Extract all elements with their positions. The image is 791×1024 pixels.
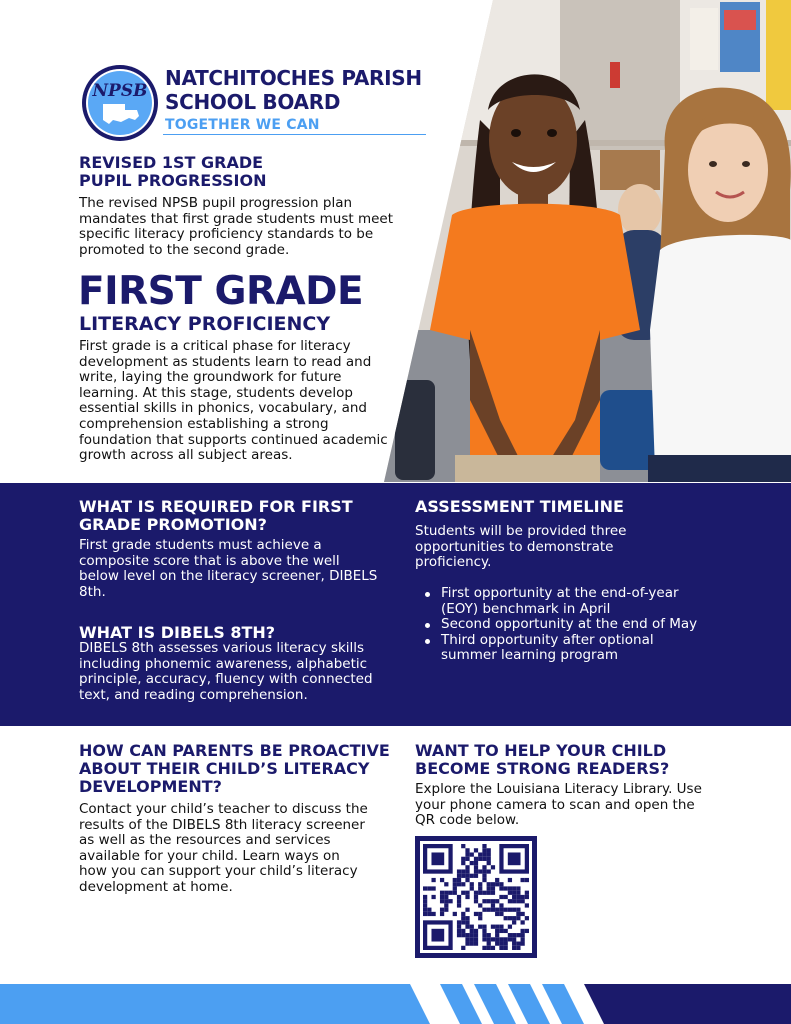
assessment-body: Students will be provided three opportunities to demonstrate proficiency. (415, 523, 627, 571)
first-grade-subtitle: LITERACY PROFICIENCY (79, 313, 331, 335)
parents-body: Contact your child’s teacher to discuss the results of the DIBELS 8th literacy screener as well as the resources and services available for your child. Learn ways on how you can support your child’s literacy development at home. (79, 801, 368, 895)
footer-stripes (0, 984, 791, 1024)
revised-title-line1: REVISED 1ST GRADE (79, 153, 264, 172)
org-name-line1: NATCHITOCHES PARISH (165, 66, 422, 90)
requirements-title: WHAT IS REQUIRED FOR FIRST GRADE PROMOTION? (79, 497, 353, 534)
assessment-item-2: Second opportunity at the end of May (441, 616, 698, 633)
requirements-body: First grade students must achieve a composite score that is above the well below level on the literacy screener, DIBELS 8th. (79, 537, 378, 600)
assessment-item-3: Third opportunity after optional summer learning program (441, 631, 654, 664)
tagline-rule (163, 134, 426, 135)
bullet-icon (425, 623, 430, 628)
first-grade-body: First grade is a critical phase for literacy development as students learn to read and write, laying the groundwork for future learning. At this stage, students develop essential skills in phonics, vocabulary, and comprehension establishing a strong foundation that supports continued academic growth across all subject areas. (79, 338, 388, 464)
list-item (422, 617, 712, 633)
revised-title (79, 154, 409, 190)
logo-text: NPSB (92, 81, 148, 101)
dibels-body: DIBELS 8th assesses various literacy skills including phonemic awareness, alphabetic principle, accuracy, fluency with connected text, and reading comprehension. (79, 640, 373, 703)
help-title: WANT TO HELP YOUR CHILD BECOME STRONG READERS? (415, 741, 670, 778)
list-item (422, 586, 712, 617)
list-item (422, 633, 712, 664)
qr-code[interactable] (415, 836, 537, 958)
bullet-icon (425, 592, 430, 597)
bullet-icon (425, 639, 430, 644)
help-body: Explore the Louisiana Literacy Library. Use your phone camera to scan and open the QR code below. (415, 781, 702, 829)
npsb-logo (81, 64, 159, 142)
assessment-title: ASSESSMENT TIMELINE (415, 497, 624, 516)
tagline: TOGETHER WE CAN (165, 117, 320, 133)
assessment-item-1: First opportunity at the end-of-year (EOY) benchmark in April (441, 585, 679, 617)
revised-body: The revised NPSB pupil progression plan mandates that first grade students must meet specific literacy proficiency standards to be promoted to the second grade. (79, 195, 393, 258)
first-grade-title: FIRST GRADE (78, 269, 364, 314)
org-name-line2: SCHOOL BOARD (165, 90, 341, 114)
dibels-title: WHAT IS DIBELS 8TH? (79, 623, 276, 642)
org-name (165, 66, 422, 114)
assessment-list (422, 586, 712, 664)
parents-title: HOW CAN PARENTS BE PROACTIVE ABOUT THEIR CHILD’S LITERACY DEVELOPMENT? (79, 741, 390, 796)
revised-title-line2: PUPIL PROGRESSION (79, 171, 267, 190)
